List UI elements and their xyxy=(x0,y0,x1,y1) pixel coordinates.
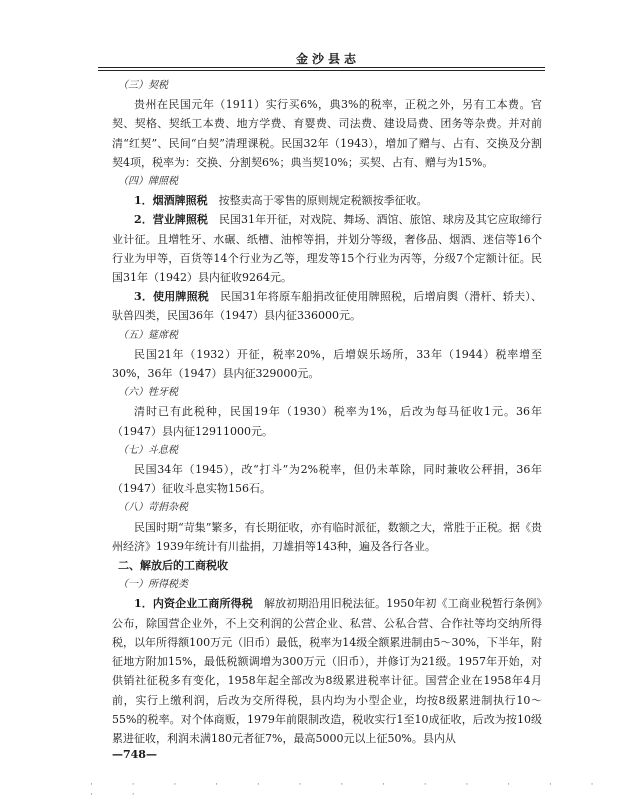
paragraph-lead: 3．使用牌照税 xyxy=(134,290,209,304)
paragraph-text: 按整卖高于零售的原则规定税额按季征收。 xyxy=(207,194,428,208)
subsection-heading: （八）苛捐杂税 xyxy=(118,502,188,514)
subsection-heading: （三）契税 xyxy=(118,80,168,91)
section-heading: 二、解放后的工商税收 xyxy=(118,559,228,573)
paragraph xyxy=(112,287,542,325)
paragraph xyxy=(112,191,542,210)
paragraph: 民国21年（1932）开征，税率20%，后增娱乐场所，33年（1944）税率增至30%，36年（1947）县内征329000元。 xyxy=(112,347,542,381)
subsection-heading: （七）斗息税 xyxy=(118,444,178,456)
header-rule-bottom xyxy=(98,70,545,71)
body-text xyxy=(112,76,542,748)
running-header: 金沙县志 xyxy=(295,52,360,66)
paragraph-lead: 1．烟酒牌照税 xyxy=(134,194,208,208)
page-number: —748— xyxy=(112,748,157,761)
subsection-heading: （五）筵席税 xyxy=(118,329,178,341)
paragraph-text: 民国31年开征，对戏院、舞场、酒馆、旅馆、球房及其它应取缔行业计征。且增牲牙、水碾、纸槽、油榨等捐，并划分等级，奢侈品、烟酒、迷信等16个行业为甲等，百货等14个行业为乙等，理发等15个行业为丙等，分级7个定额计征。民国31年（1942）县内征收9264元。 xyxy=(112,213,542,285)
paragraph-lead: 1．内资企业工商所得税 xyxy=(134,597,253,611)
paragraph-text: 解放初期沿用旧税法征。1950年初《工商业税暂行条例》公布，除国营企业外，不上交利润的公营企业、私营、公私合营、合作社等均交纳所得税，以年所得额100万元（旧币）最低，税率为14级全额累进制由5～30%，下半年，附征地方附加15%，最低税额调增为300万元（旧币），并修订为21级。1957年开始，对供销社征税多有变化，1958年起全部改为8级累进税率计征。国营企业在1958年4月前，实行上缴利润，后改为交所得税，县内均为小型企业，均按8级累进制执行10～55%的税率。对个体商贩，1979年前限制改造，税收实行1至10成征收，后改为按10级累进征收，利润未满180元者征7%，最高5000元以上征50%。县内从 xyxy=(112,597,543,745)
subsection-heading: （四）牌照税 xyxy=(118,176,178,188)
paragraph: 清时已有此税种，民国19年（1930）税率为1%，后改为每马征收1元。36年（1947）县内征12911000元。 xyxy=(112,405,542,438)
paragraph xyxy=(112,210,542,287)
paragraph-text: 民国31年将原车船捐改征使用牌照税，后增肩舆（滑杆、轿夫）、驮兽四类，民国36年（1947）县内征336000元。 xyxy=(112,290,542,323)
subsection-heading: （六）牲牙税 xyxy=(118,387,178,399)
header-rule-top xyxy=(98,67,545,68)
paragraph: 贵州在民国元年（1911）实行买6%，典3%的税率，正税之外，另有工本费。官契、契格、契纸工本费、地方学费、育婴费、司法费、建设局费、团务等杂费。并对前清“红契”、民间“白契”清理课税。民国32年（1943），增加了赠与、占有、交换及分割契4项，税率为：交换、分割契6%；典当契10%；买契、占有、赠与为15%。 xyxy=(112,98,542,169)
paragraph xyxy=(112,594,542,748)
subsection-heading: （一）所得税类 xyxy=(118,579,188,591)
scan-noise: · · · · · · · · · · · · · · · xyxy=(90,780,612,800)
paragraph-lead: 2．营业牌照税 xyxy=(134,213,208,227)
paragraph: 民国时期“苛集”繁多，有长期征收，亦有临时派征，数额之大，常胜于正税。据《贵州经济》1939年统计有川盐捐，刀雄捐等143种，遍及各行各业。 xyxy=(112,520,542,553)
paragraph: 民国34年（1945），改“打斗”为2%税率，但仍未革除，同时兼收公秤捐，36年（1947）征收斗息实物156石。 xyxy=(112,463,542,496)
